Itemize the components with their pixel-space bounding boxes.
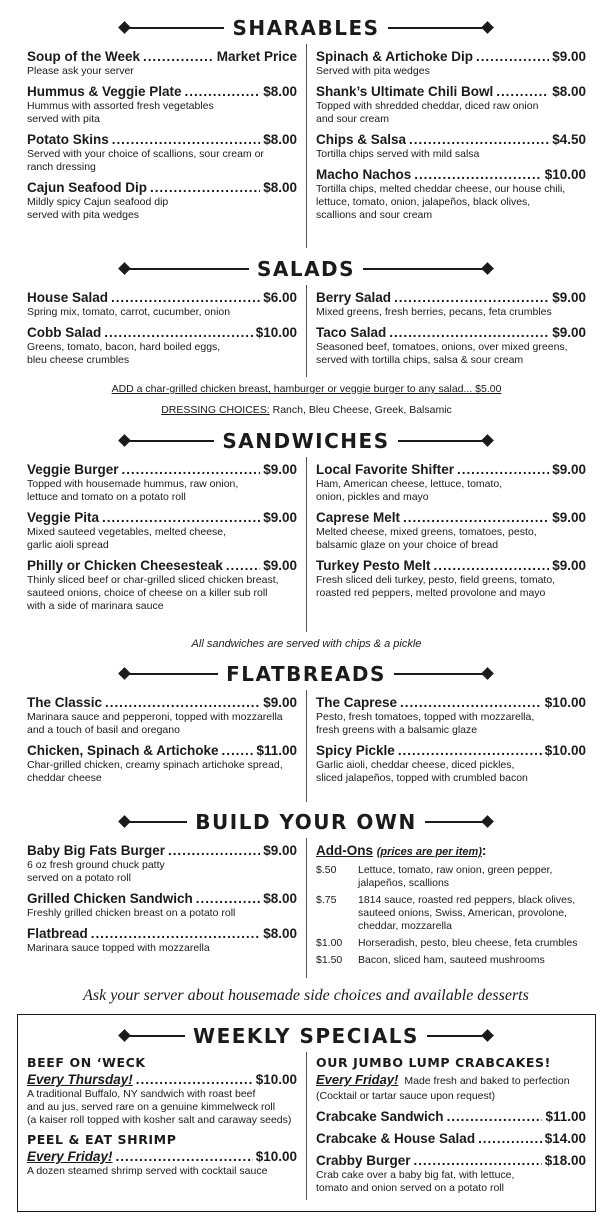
menu-item-desc: and sour cream — [316, 113, 389, 125]
addons-colon: : — [481, 843, 487, 858]
addon-text — [358, 937, 586, 950]
menu-item-desc: Fresh sliced deli turkey, pesto, field greens, tomato, — [316, 574, 556, 586]
menu-item-desc: Mildly spicy Cajun seafood dip — [27, 196, 169, 208]
section-header-build-your-own — [120, 809, 492, 835]
addon-text-line: jalapeños, scallions — [358, 877, 450, 889]
leader-dots — [111, 289, 260, 306]
addon-row — [316, 937, 586, 950]
menu-item-desc: sliced jalapeños, topped with crumbled bacon — [316, 772, 528, 784]
menu-item-caprese-melt — [316, 509, 586, 552]
leader-dots — [409, 131, 549, 148]
addon-row — [316, 864, 586, 890]
menu-item-price: $8.00 — [552, 84, 586, 99]
menu-item-veggie-burger — [27, 461, 297, 504]
column-divider — [306, 285, 307, 377]
menu-item-line — [27, 842, 297, 859]
menu-item-philly-or-chicken-cheesesteak — [27, 557, 297, 613]
beef-on-weck-heading: BEEF ON ‘WECK — [27, 1055, 146, 1070]
menu-item-crabby-burger — [316, 1152, 586, 1195]
menu-item-line — [27, 509, 297, 526]
addons-panel — [316, 842, 586, 971]
menu-item-line — [27, 289, 297, 306]
sharables-left-column — [27, 48, 297, 227]
menu-item-desc: sauteed onions, choice of cheese on a killer sub roll — [27, 587, 268, 599]
menu-item-price: $8.00 — [263, 180, 297, 195]
menu-item-desc: Mixed greens, fresh berries, pecans, feta crumbles — [316, 306, 552, 318]
menu-item-line — [27, 742, 297, 759]
menu-item-name: Cobb Salad — [27, 325, 102, 340]
menu-item-the-classic — [27, 694, 297, 737]
menu-item-desc: Melted cheese, mixed greens, tomatoes, pesto, — [316, 526, 537, 538]
menu-item-name: Philly or Chicken Cheesesteak — [27, 558, 223, 573]
menu-item-cobb-salad — [27, 324, 297, 367]
menu-item-line — [316, 166, 586, 183]
menu-item-desc: tomato and onion served on a potato roll — [316, 1182, 504, 1194]
section-title: WEEKLY SPECIALS — [185, 1024, 427, 1048]
flatbreads-left-column — [27, 694, 297, 790]
menu-item-line — [27, 131, 297, 148]
sandwiches-left-column — [27, 461, 297, 618]
menu-item-price: $9.00 — [552, 558, 586, 573]
desc-line: and au jus, served rare on a genuine kimmelweck roll — [27, 1101, 276, 1113]
leader-dots — [403, 509, 549, 526]
addon-text-line: 1814 sauce, roasted red peppers, black olives, — [358, 894, 576, 906]
section-title: SHARABLES — [224, 16, 387, 40]
menu-item-desc: Greens, tomato, bacon, hard boiled eggs, — [27, 341, 221, 353]
section-header-flatbreads — [120, 661, 492, 687]
column-divider — [306, 1052, 307, 1200]
sandwiches-note: All sandwiches are served with chips & a pickle — [191, 638, 422, 650]
menu-item-name: Crabcake & House Salad — [316, 1131, 476, 1146]
menu-item-line — [27, 461, 297, 478]
menu-item-name: Spinach & Artichoke Dip — [316, 49, 474, 64]
beef-on-weck-line — [27, 1071, 297, 1088]
leader-dots — [476, 48, 549, 65]
menu-item-line — [316, 509, 586, 526]
menu-item-chicken-spinach-artichoke — [27, 742, 297, 785]
menu-item-price: $8.00 — [263, 84, 297, 99]
menu-item-name: Grilled Chicken Sandwich — [27, 891, 193, 906]
leader-dots — [414, 166, 541, 183]
menu-item-macho-nachos — [316, 166, 586, 222]
peel-eat-shrimp-desc — [27, 1165, 297, 1178]
menu-item-name: Turkey Pesto Melt — [316, 558, 431, 573]
menu-item-name: Soup of the Week — [27, 49, 141, 64]
crabcakes-day: Every Friday! — [316, 1072, 399, 1087]
menu-item-desc: Pesto, fresh tomatoes, topped with mozzarella, — [316, 711, 535, 723]
menu-item-line — [316, 131, 586, 148]
menu-item-price: $9.00 — [552, 290, 586, 305]
menu-item-price: $6.00 — [263, 290, 297, 305]
leader-dots — [185, 83, 261, 100]
peel-eat-shrimp-day: Every Friday! — [27, 1149, 113, 1164]
menu-item-price: $8.00 — [263, 891, 297, 906]
menu-item-desc: onion, pickles and mayo — [316, 491, 429, 503]
menu-item-name: The Caprese — [316, 695, 398, 710]
section-header-salads — [120, 256, 492, 282]
menu-item-line — [316, 461, 586, 478]
leader-dots — [122, 461, 261, 478]
addon-text-line: Horseradish, pesto, bleu cheese, feta crumbles — [358, 937, 578, 949]
menu-item-spinach-artichoke-dip — [316, 48, 586, 78]
addons-title — [316, 842, 586, 861]
salads-left-column — [27, 289, 297, 372]
menu-item-house-salad — [27, 289, 297, 319]
menu-item-line — [27, 83, 297, 100]
menu-item-name: Chips & Salsa — [316, 132, 407, 147]
menu-item-desc: served with pita — [27, 113, 100, 125]
menu-item-price: $9.00 — [552, 462, 586, 477]
menu-item-name: Veggie Pita — [27, 510, 100, 525]
leader-dots — [398, 742, 542, 759]
addon-text-line: Lettuce, tomato, raw onion, green pepper, — [358, 864, 553, 876]
menu-item-line — [316, 289, 586, 306]
crabcakes-day-desc: Made fresh and baked to perfection — [404, 1075, 570, 1087]
menu-item-local-favorite-shifter — [316, 461, 586, 504]
menu-item-the-caprese — [316, 694, 586, 737]
menu-item-line — [27, 48, 297, 65]
leader-dots — [91, 925, 260, 942]
dressing-label: DRESSING CHOICES: — [161, 404, 270, 416]
menu-item-name: Hummus & Veggie Plate — [27, 84, 182, 99]
menu-item-line — [316, 1108, 586, 1125]
menu-item-desc: Topped with shredded cheddar, diced raw onion — [316, 100, 539, 112]
menu-item-name: House Salad — [27, 290, 109, 305]
desc-line: A traditional Buffalo, NY sandwich with roast beef — [27, 1088, 256, 1100]
menu-item-desc: fresh greens with a balsamic glaze — [316, 724, 478, 736]
menu-item-desc: served on a potato roll — [27, 872, 131, 884]
menu-item-desc: and a touch of basil and oregano — [27, 724, 180, 736]
menu-item-price: $10.00 — [544, 743, 586, 758]
menu-item-name: Shank’s Ultimate Chili Bowl — [316, 84, 494, 99]
addon-row — [316, 894, 586, 933]
peel-eat-shrimp-line — [27, 1148, 297, 1165]
menu-item-desc: roasted red peppers, melted provolone and mayo — [316, 587, 546, 599]
menu-item-line — [316, 557, 586, 574]
menu-item-price: $10.00 — [544, 695, 586, 710]
menu-item-desc: with a side of marinara sauce — [27, 600, 164, 612]
addon-text — [358, 894, 586, 933]
addons-list — [316, 864, 586, 967]
menu-item-desc: Marinara sauce topped with mozzarella — [27, 942, 210, 954]
addon-row — [316, 954, 586, 967]
addon-text — [358, 954, 586, 967]
leader-dots — [112, 131, 260, 148]
menu-item-name: Spicy Pickle — [316, 743, 395, 758]
menu-item-desc: Spring mix, tomato, carrot, cucumber, onion — [27, 306, 231, 318]
menu-item-desc: Seasoned beef, tomatoes, onions, over mixed greens, — [316, 341, 568, 353]
section-title: BUILD YOUR OWN — [187, 810, 424, 834]
menu-item-name: The Classic — [27, 695, 103, 710]
menu-item-line — [316, 48, 586, 65]
menu-item-price: $4.50 — [552, 132, 586, 147]
menu-item-name: Flatbread — [27, 926, 88, 941]
menu-item-price: $9.00 — [263, 558, 297, 573]
menu-item-desc: Tortilla chips, melted cheddar cheese, our house chili, — [316, 183, 566, 195]
menu-item-desc: Ham, American cheese, lettuce, tomato, — [316, 478, 503, 490]
salad-add-note: ADD a char-grilled chicken breast, hamburger or veggie burger to any salad... $5.00 — [111, 383, 502, 395]
leader-dots — [447, 1108, 543, 1125]
menu-item-desc: scallions and sour cream — [316, 209, 433, 221]
leader-dots — [143, 48, 214, 65]
menu-item-name: Veggie Burger — [27, 462, 119, 477]
crabcakes-heading: OUR JUMBO LUMP CRABCAKES! — [316, 1055, 551, 1070]
column-divider — [306, 457, 307, 632]
beef-on-weck-day: Every Thursday! — [27, 1072, 133, 1087]
menu-item-cajun-seafood-dip — [27, 179, 297, 222]
column-divider — [306, 690, 307, 802]
menu-item-price: $11.00 — [256, 743, 297, 758]
leader-dots — [394, 289, 549, 306]
column-divider — [306, 44, 307, 248]
leader-dots — [478, 1130, 542, 1147]
leader-dots — [496, 83, 549, 100]
menu-item-desc: Garlic aioli, cheddar cheese, diced pickles, — [316, 759, 515, 771]
menu-item-desc: served with tortilla chips, salsa & sour cream — [316, 354, 524, 366]
menu-item-desc: garlic aioli spread — [27, 539, 109, 551]
menu-item-line — [27, 324, 297, 341]
menu-item-line — [316, 83, 586, 100]
menu-item-price: Market Price — [216, 49, 297, 64]
menu-item-line — [316, 694, 586, 711]
menu-item-name: Chicken, Spinach & Artichoke — [27, 743, 219, 758]
ask-server-note: Ask your server about housemade side choices and available desserts — [83, 987, 529, 1004]
menu-item-desc: lettuce and tomato on a potato roll — [27, 491, 186, 503]
menu-item-price: $9.00 — [552, 49, 586, 64]
menu-item-name: Crabby Burger — [316, 1153, 411, 1168]
salads-right-column — [316, 289, 586, 372]
menu-item-price: $18.00 — [544, 1153, 586, 1168]
leader-dots — [136, 1071, 253, 1088]
menu-item-crabcake-sandwich — [316, 1108, 586, 1125]
menu-item-desc: served with pita wedges — [27, 209, 140, 221]
menu-item-name: Cajun Seafood Dip — [27, 180, 148, 195]
leader-dots — [400, 694, 542, 711]
desc-line: A dozen steamed shrimp served with cocktail sauce — [27, 1165, 268, 1177]
menu-item-chips-salsa — [316, 131, 586, 161]
menu-item-desc: Please ask your server — [27, 65, 134, 77]
menu-item-line — [316, 1152, 586, 1169]
sandwiches-right-column — [316, 461, 586, 605]
addon-text-line: cheddar, mozzarella — [358, 920, 452, 932]
dressing-text: Ranch, Bleu Cheese, Greek, Balsamic — [269, 404, 452, 416]
menu-item-shank-s-ultimate-chili-bowl — [316, 83, 586, 126]
menu-item-price: $9.00 — [263, 510, 297, 525]
menu-item-spicy-pickle — [316, 742, 586, 785]
crabcakes-sauce-note: (Cocktail or tartar sauce upon request) — [316, 1090, 496, 1102]
menu-item-price: $10.00 — [255, 325, 297, 340]
menu-item-desc: bleu cheese crumbles — [27, 354, 130, 366]
addons-label: Add-Ons — [316, 843, 373, 858]
desc-line: (a kaiser roll topped with kosher salt and caraway seeds) — [27, 1114, 292, 1126]
menu-item-price: $10.00 — [544, 167, 586, 182]
menu-item-price: $9.00 — [263, 843, 297, 858]
menu-item-line — [27, 179, 297, 196]
menu-item-desc: 6 oz fresh ground chuck patty — [27, 859, 165, 871]
section-header-weekly-specials — [120, 1023, 492, 1049]
menu-item-veggie-pita — [27, 509, 297, 552]
menu-item-line — [27, 890, 297, 907]
menu-item-desc: Marinara sauce and pepperoni, topped with mozzarella — [27, 711, 283, 723]
menu-item-flatbread — [27, 925, 297, 955]
menu-item-desc: Tortilla chips served with mild salsa — [316, 148, 480, 160]
crabcakes-items — [316, 1108, 586, 1195]
menu-item-name: Berry Salad — [316, 290, 392, 305]
sharables-right-column — [316, 48, 586, 227]
leader-dots — [196, 890, 260, 907]
leader-dots — [226, 557, 260, 574]
build-left-column — [27, 842, 297, 960]
menu-item-grilled-chicken-sandwich — [27, 890, 297, 920]
menu-item-price: $14.00 — [544, 1131, 586, 1146]
crabcakes-day-line — [316, 1071, 586, 1090]
menu-item-price: $9.00 — [552, 510, 586, 525]
peel-eat-shrimp-price: $10.00 — [255, 1149, 297, 1164]
addon-text-line: sauteed onions, Swiss, American, provolone, — [358, 907, 567, 919]
menu-item-name: Caprese Melt — [316, 510, 401, 525]
addon-price: $1.00 — [316, 937, 343, 949]
section-title: FLATBREADS — [218, 662, 394, 686]
menu-item-soup-of-the-week — [27, 48, 297, 78]
peel-eat-shrimp-heading: PEEL & EAT SHRIMP — [27, 1132, 177, 1147]
menu-item-price: $11.00 — [545, 1109, 586, 1124]
menu-item-desc: Served with pita wedges — [316, 65, 430, 77]
addon-price: $.50 — [316, 864, 337, 876]
column-divider — [306, 838, 307, 978]
menu-item-desc: Freshly grilled chicken breast on a potato roll — [27, 907, 236, 919]
section-title: SANDWICHES — [214, 429, 397, 453]
leader-dots — [105, 694, 260, 711]
menu-item-name: Baby Big Fats Burger — [27, 843, 166, 858]
addons-note: (prices are per item) — [376, 846, 482, 858]
leader-dots — [150, 179, 260, 196]
specials-left-column — [27, 1055, 297, 1178]
menu-item-crabcake-house-salad — [316, 1130, 586, 1147]
menu-item-taco-salad — [316, 324, 586, 367]
menu-item-line — [27, 925, 297, 942]
leader-dots — [104, 324, 252, 341]
menu-item-price: $8.00 — [263, 132, 297, 147]
menu-item-potato-skins — [27, 131, 297, 174]
menu-item-name: Macho Nachos — [316, 167, 412, 182]
menu-item-line — [316, 742, 586, 759]
dressing-choices — [27, 403, 586, 417]
beef-on-weck-price: $10.00 — [255, 1072, 297, 1087]
addon-price: $1.50 — [316, 954, 343, 966]
menu-item-price: $8.00 — [263, 926, 297, 941]
menu-item-desc: ranch dressing — [27, 161, 96, 173]
menu-item-price: $9.00 — [263, 462, 297, 477]
leader-dots — [457, 461, 549, 478]
menu-item-name: Crabcake Sandwich — [316, 1109, 444, 1124]
leader-dots — [434, 557, 550, 574]
leader-dots — [389, 324, 549, 341]
leader-dots — [168, 842, 260, 859]
menu-item-name: Potato Skins — [27, 132, 109, 147]
menu-item-desc: Mixed sauteed vegetables, melted cheese, — [27, 526, 227, 538]
section-header-sandwiches — [120, 428, 492, 454]
menu-item-desc: cheddar cheese — [27, 772, 102, 784]
leader-dots — [102, 509, 260, 526]
menu-item-hummus-veggie-plate — [27, 83, 297, 126]
menu-item-name: Local Favorite Shifter — [316, 462, 455, 477]
menu-item-price: $9.00 — [552, 325, 586, 340]
menu-item-price: $9.00 — [263, 695, 297, 710]
menu-item-desc: balsamic glaze on your choice of bread — [316, 539, 499, 551]
section-header-sharables — [120, 15, 492, 41]
menu-item-desc: Thinly sliced beef or char-grilled sliced chicken breast, — [27, 574, 279, 586]
addon-price: $.75 — [316, 894, 337, 906]
addon-text — [358, 864, 586, 890]
menu-item-berry-salad — [316, 289, 586, 319]
menu-item-desc: Topped with housemade hummus, raw onion, — [27, 478, 239, 490]
leader-dots — [222, 742, 254, 759]
menu-item-baby-big-fats-burger — [27, 842, 297, 885]
menu-item-desc: lettuce, tomato, onion, jalapeños, black olives, — [316, 196, 531, 208]
menu-item-turkey-pesto-melt — [316, 557, 586, 600]
menu-item-line — [316, 1130, 586, 1147]
menu-item-line — [27, 694, 297, 711]
menu-item-name: Taco Salad — [316, 325, 387, 340]
menu-item-desc: Hummus with assorted fresh vegetables — [27, 100, 214, 112]
menu-item-desc: Crab cake over a baby big fat, with lettuce, — [316, 1169, 515, 1181]
beef-on-weck-desc — [27, 1088, 297, 1127]
menu-item-line — [27, 557, 297, 574]
menu-item-line — [316, 324, 586, 341]
menu-item-desc: Char-grilled chicken, creamy spinach artichoke spread, — [27, 759, 283, 771]
leader-dots — [414, 1152, 542, 1169]
section-title: SALADS — [249, 257, 363, 281]
addon-text-line: Bacon, sliced ham, sauteed mushrooms — [358, 954, 545, 966]
specials-right-column — [316, 1055, 586, 1200]
menu-item-desc: Served with your choice of scallions, sour cream or — [27, 148, 264, 160]
leader-dots — [116, 1148, 253, 1165]
flatbreads-right-column — [316, 694, 586, 790]
